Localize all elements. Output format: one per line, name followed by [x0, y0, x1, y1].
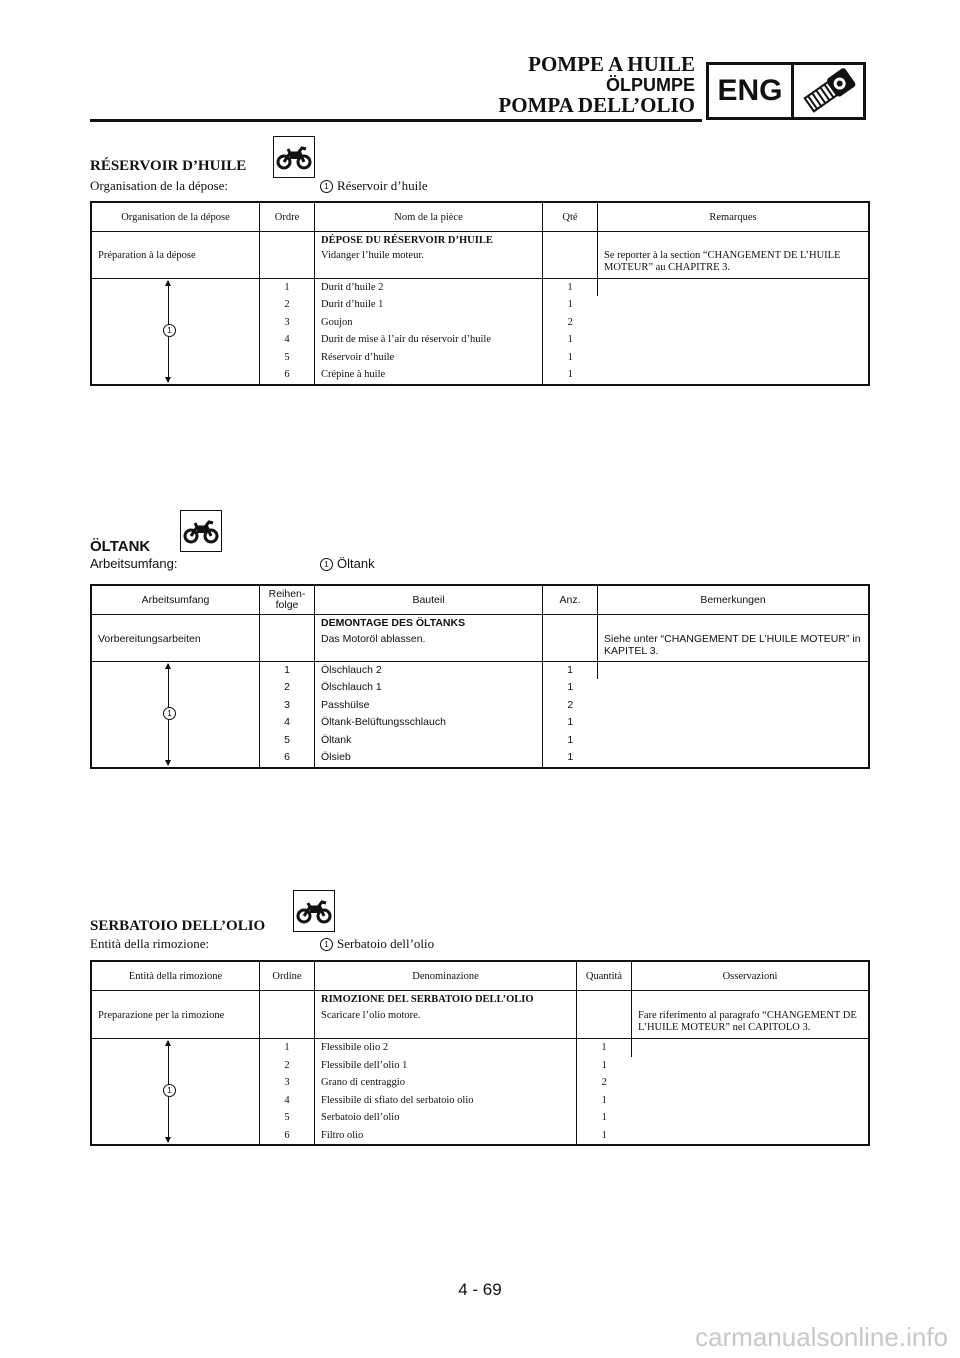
order-cell: 3	[260, 314, 315, 332]
order-cell: 1	[260, 1039, 315, 1057]
extent-value: Réservoir d’huile	[337, 178, 428, 193]
part-cell: Durit d’huile 1	[315, 296, 543, 314]
header-rule	[90, 119, 702, 122]
qty-cell: 1	[577, 1039, 632, 1057]
prep-action: Vidanger l’huile moteur.	[315, 250, 543, 279]
extent-label: Entità della rimozione:	[90, 936, 210, 951]
part-cell: Goujon	[315, 314, 543, 332]
motorcycle-icon	[273, 136, 315, 178]
order-cell: 5	[260, 349, 315, 367]
order-cell: 6	[260, 366, 315, 385]
qty-cell: 1	[601, 1094, 607, 1106]
col-header: Entità della rimozione	[91, 961, 260, 991]
range-callout: 1	[163, 707, 176, 720]
part-cell: Öltank-Belüftungsschlauch	[315, 714, 543, 732]
part-cell: Ölschlauch 1	[315, 679, 543, 697]
col-header: Denominazione	[315, 961, 577, 991]
prep-action: Das Motoröl ablassen.	[315, 633, 543, 662]
col-header: Bemerkungen	[598, 585, 870, 615]
parts-table	[90, 960, 870, 1146]
order-cell: 4	[260, 331, 315, 349]
col-header: Anz.	[543, 585, 598, 615]
col-header: Arbeitsumfang	[91, 585, 260, 615]
prep-remark: Fare riferimento al paragrafo “CHANGEMENT DE L’HUILE MOTEUR” nel CAPITOLO 3.	[638, 1010, 857, 1033]
eng-badge	[706, 62, 866, 120]
order-cell: 2	[260, 1057, 315, 1075]
order-cell: 4	[260, 1092, 315, 1110]
prep-action: Scaricare l’olio motore.	[315, 1006, 577, 1039]
col-header: Bauteil	[315, 585, 543, 615]
qty-cell: 2	[601, 1077, 607, 1088]
extent-label: Arbeitsumfang:	[90, 556, 178, 571]
qty-cell: 2	[567, 698, 574, 711]
extent-value-line	[320, 178, 428, 194]
col-header: Osservazioni	[632, 961, 870, 991]
qty-cell: 1	[567, 733, 574, 746]
extent-value: Serbatoio dell’olio	[337, 936, 435, 951]
order-cell: 3	[260, 1074, 315, 1092]
qty-cell: 1	[567, 716, 574, 728]
qty-cell: 1	[567, 369, 573, 380]
order-cell: 6	[260, 749, 315, 768]
motorcycle-icon	[293, 890, 335, 932]
qty-cell: 1	[601, 1129, 607, 1141]
order-cell: 5	[260, 1109, 315, 1127]
page-header-titles	[498, 54, 695, 116]
prep-label: Préparation à la dépose	[91, 250, 260, 279]
qty-cell: 1	[601, 1059, 607, 1071]
part-cell: Flessibile olio 2	[315, 1039, 577, 1057]
part-cell: Durit d’huile 2	[315, 278, 543, 296]
extent-value: Öltank	[337, 556, 375, 571]
qty-cell: 1	[567, 299, 573, 310]
qty-cell: 1	[601, 1112, 607, 1123]
part-cell: Grano di centraggio	[315, 1074, 577, 1092]
section-french	[90, 132, 870, 392]
order-cell: 5	[260, 732, 315, 750]
qty-cell: 1	[567, 351, 573, 363]
qty-cell: 2	[567, 316, 573, 328]
col-header: Ordine	[260, 961, 315, 991]
part-cell: Flessibile dell’olio 1	[315, 1057, 577, 1075]
extent-label: Organisation de la dépose:	[90, 178, 229, 193]
page-number: 4 - 69	[458, 1280, 502, 1299]
order-cell: 2	[260, 679, 315, 697]
watermark: carmanualsonline.info	[695, 1322, 948, 1352]
section-title: ÖLTANK	[90, 538, 151, 555]
order-cell: 4	[260, 714, 315, 732]
eng-badge-label: ENG	[709, 65, 794, 117]
col-header: Remarques	[598, 202, 870, 232]
section-german	[90, 508, 870, 773]
title-german: ÖLPUMPE	[605, 75, 695, 95]
col-header: Ordre	[260, 202, 315, 232]
callout-number: 1	[320, 180, 333, 193]
part-cell: Ölsieb	[315, 749, 543, 768]
title-french: POMPE A HUILE	[528, 52, 695, 76]
range-callout: 1	[163, 1084, 176, 1097]
part-cell: Crépine à huile	[315, 366, 543, 385]
range-callout: 1	[163, 324, 176, 337]
part-cell: Öltank	[315, 732, 543, 750]
extent-value-line	[320, 936, 434, 952]
part-cell: Filtro olio	[315, 1127, 577, 1146]
motorcycle-icon	[180, 510, 222, 552]
procedure-heading: RIMOZIONE DEL SERBATOIO DELL’OLIO	[315, 991, 577, 1007]
prep-remark: Siehe unter “CHANGEMENT DE L’HUILE MOTEUR” in KAPITEL 3.	[604, 632, 861, 657]
part-cell: Serbatoio dell’olio	[315, 1109, 577, 1127]
col-header: Nom de la pièce	[315, 202, 543, 232]
engine-cylinder-icon	[794, 65, 863, 117]
qty-cell: 1	[543, 278, 598, 296]
callout-number: 1	[320, 938, 333, 951]
section-italian	[90, 888, 870, 1168]
order-cell: 1	[260, 278, 315, 296]
part-cell: Flessibile di sfiato del serbatoio olio	[315, 1092, 577, 1110]
prep-label: Preparazione per la rimozione	[91, 1006, 260, 1039]
part-cell: Durit de mise à l’air du réservoir d’huile	[315, 331, 543, 349]
part-cell: Réservoir d’huile	[315, 349, 543, 367]
section-title: SERBATOIO DELL’OLIO	[90, 918, 266, 934]
order-cell: 6	[260, 1127, 315, 1146]
prep-label: Vorbereitungsarbeiten	[91, 633, 260, 662]
prep-remark: Se reporter à la section “CHANGEMENT DE L’HUILE MOTEUR” au CHAPITRE 3.	[604, 249, 841, 273]
qty-cell: 1	[567, 751, 574, 763]
col-header: Qté	[543, 202, 598, 232]
title-italian: POMPA DELL’OLIO	[498, 93, 695, 117]
qty-cell: 1	[543, 661, 598, 679]
procedure-heading: DEMONTAGE DES ÖLTANKS	[315, 615, 543, 633]
part-cell: Ölschlauch 2	[315, 661, 543, 679]
section-title: RÉSERVOIR D’HUILE	[90, 158, 247, 174]
order-cell: 3	[260, 697, 315, 715]
col-header: Organisation de la dépose	[91, 202, 260, 232]
order-cell: 2	[260, 296, 315, 314]
extent-value-line	[320, 556, 375, 571]
qty-cell: 1	[567, 334, 573, 345]
qty-cell: 1	[567, 681, 574, 693]
parts-table	[90, 584, 870, 769]
order-cell: 1	[260, 661, 315, 679]
col-header: Quantità	[577, 961, 632, 991]
parts-table	[90, 201, 870, 386]
col-header: Reihen-folge	[260, 585, 315, 615]
part-cell: Passhülse	[315, 697, 543, 715]
callout-number: 1	[320, 558, 333, 571]
procedure-heading: DÉPOSE DU RÉSERVOIR D’HUILE	[315, 232, 543, 250]
